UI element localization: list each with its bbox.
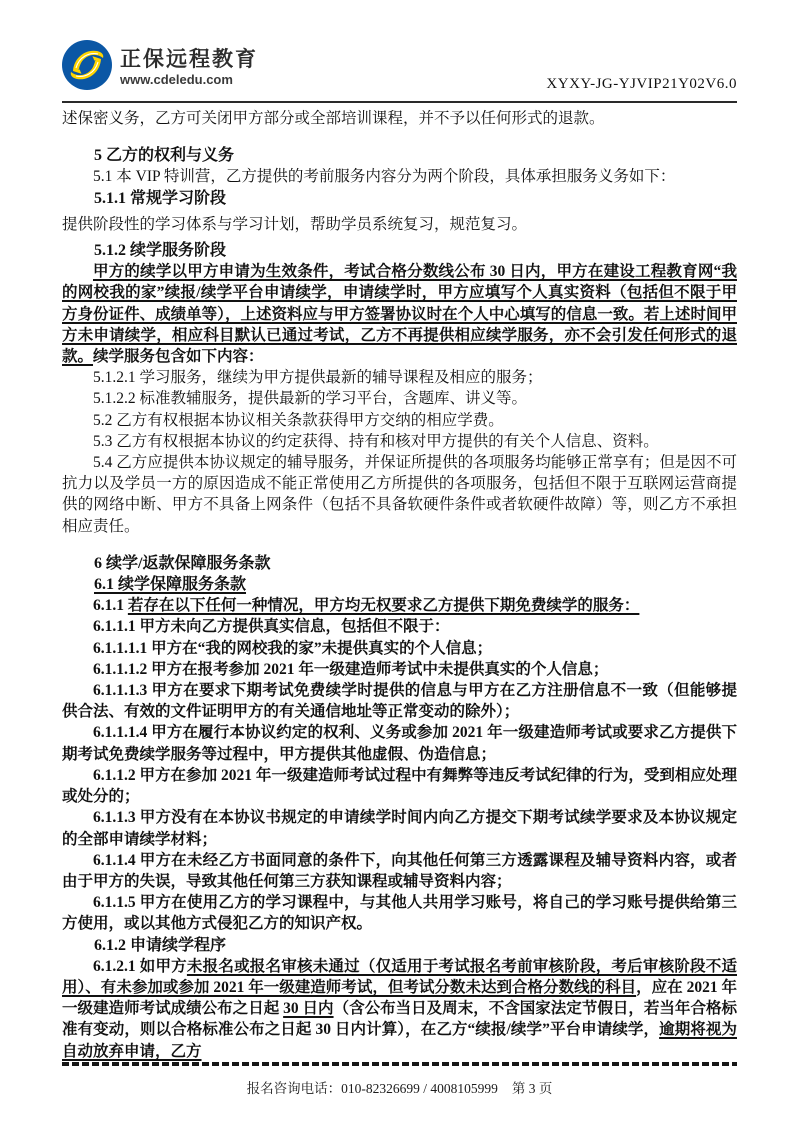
text-segment: 提供阶段性的学习体系与学习计划，帮助学员系统复习，规范复习。 [62,215,528,233]
text-segment: 逾期将视为自动放弃申请，乙方 [62,1021,737,1060]
text-segment: 6.1.1.1.3 甲方在要求下期考试免费续学时提供的信息与甲方在乙方注册信息不一致（但能够提供合法、有效的文件证明甲方的有关通信地址等正常变动的除外）； [62,682,737,721]
section-6-heading [62,553,737,574]
continued-paragraph [62,108,737,129]
text-segment: 6.1.1.1.4 甲方在履行本协议约定的权利、义务或参加 2021 年一级建造师考试或要求乙方提供下期考试免费续学服务等过程中，甲方提供其他虚假、伪造信息； [62,724,737,763]
header-divider [62,101,737,103]
brand-text [120,48,258,87]
text-segment: 5.1.1 常规学习阶段 [94,189,227,207]
clause-6-1-1-1-1 [62,638,737,659]
text-segment: 6.1.1.1.1 甲方在“我的网校我的家”未提供真实的个人信息； [93,639,493,657]
clause-6-1-1 [62,595,737,616]
text-segment: 5.4 乙方应提供本协议规定的辅导服务，并保证所提供的各项服务均能够正常享有；但是因不可抗力以及学员一方的原因造成不能正常使用乙方所提供的各项服务，包括但不限于互联网运营商提供的网络中断、甲方不具备上网条件（包括不具备软硬件条件或者软硬件故障）等，则乙方不承担相应责任。 [62,454,737,535]
text-segment: 6.1.1 [93,597,128,615]
text-segment: 述保密义务，乙方可关闭甲方部分或全部培训课程，并不予以任何形式的退款。 [62,110,605,127]
brand-block [62,40,258,95]
page-footer [62,1062,737,1097]
text-segment: 5.1.2 续学服务阶段 [94,242,227,260]
clause-5-1-2-2 [62,388,737,409]
text-segment: 6.1.1.2 甲方在参加 2021 年一级建造师考试过程中有舞弊等违反考试纪律的行为，受到相应处理或处分的； [62,766,737,806]
clause-6-1-1-1-4 [62,722,737,764]
footer-text [62,1077,737,1097]
text-segment: 5.1 本 VIP 特训营，乙方提供的考前服务内容分为两个阶段，具体承担服务义务如下： [93,168,676,186]
text-segment: 6.1.2.1 如甲方 [93,957,187,975]
page-number: 第 3 页 [511,1081,553,1096]
text-segment: ，应在 2021 年一级建造师考试成绩公布之日起 [62,978,737,1018]
heading-6-1 [62,574,737,595]
clause-6-1-1-3 [62,807,737,849]
text-segment: 6.1.1.1 甲方未向乙方提供真实信息，包括但不限于： [93,618,450,636]
clause-6-1-1-1-3 [62,680,737,722]
text-segment: 5.1.2.1 学习服务，继续为甲方提供最新的辅导课程及相应的服务； [93,369,543,387]
clause-5-3 [62,431,737,452]
clause-5-1 [62,166,737,187]
text-segment: 5.3 乙方有权根据本协议的约定获得、持有和核对甲方提供的有关个人信息、资料。 [93,432,659,450]
clause-6-1-1-2 [62,765,737,807]
brand-url: www.cdeledu.com [120,71,233,87]
clause-6-1-1-1 [62,616,737,637]
heading-6-1-2 [62,935,737,956]
text-segment: 甲方的续学以甲方申请为生效条件，考试合格分数线公布 30 日内，甲方在建设工程教育网“我的网校我的家”续报/续学平台申请续学，申请续学时，甲方应填写个人真实资料（包括但不限于甲方身份证件、成绩单等），上述资料应与甲方签署协议时在个人中心填写的信息一致。若上述时间甲方未申请续学，相应科目默认已通过考试，乙方不再提供相应续学服务，亦不会引发任何形式的退款。 [62,263,737,366]
text-segment: 6.1.2 申请续学程序 [94,936,227,954]
brand-name: 正保远程教育 [120,47,258,71]
text-segment: 6.1.1.1.2 甲方在报考参加 2021 年一级建造师考试中未提供真实的个人信息； [93,660,609,678]
text-segment: 续学服务包含如下内容： [93,348,264,366]
document-code: XYXY-JG-YJVIP21Y02V6.0 [546,76,737,92]
heading-5-1-1 [62,188,737,209]
text-segment: 6.1.1.3 甲方没有在本协议书规定的申请续学时间内向乙方提交下期考试续学要求及本协议规定的全部申请续学材料； [62,809,737,848]
section-5-heading [62,145,737,166]
para-regular-stage [62,214,737,235]
text-segment: 6.1 续学保障服务条款 [94,576,247,594]
contact-phone: 报名咨询电话：010-82326699 / 4008105999 [246,1081,498,1096]
text-segment: 6 续学/返款保障服务条款 [94,554,271,572]
clause-6-1-1-1-2 [62,659,737,680]
footer-divider [62,1062,737,1066]
clause-6-1-1-4 [62,850,737,892]
cdel-swirl-logo-icon [62,40,112,95]
text-segment: 30 日内 [283,1000,334,1018]
text-segment: 6.1.1.5 甲方在使用乙方的学习课程中，与其他人共用学习账号，将自己的学习账号提供给第三方使用，或以其他方式侵犯乙方的知识产权。 [62,894,737,933]
clause-5-1-2-body [62,261,737,367]
text-segment: 若存在以下任何一种情况，甲方均无权要求乙方提供下期免费续学的服务： [127,597,640,615]
page-header [62,40,737,95]
heading-5-1-2 [62,240,737,261]
text-segment: （含公布当日及周末，不含国家法定节假日，若当年合格标准有变动，则以合格标准公布之日起 30 日内计算），在乙方“续报/续学”平台申请续学， [62,1000,737,1039]
clause-6-1-2-1 [62,956,737,1062]
text-segment: 5.1.2.2 标准教辅服务，提供最新的学习平台，含题库、讲义等。 [93,390,528,408]
clause-6-1-1-5 [62,892,737,934]
clause-5-1-2-1 [62,367,737,388]
text-segment: 5 乙方的权利与义务 [94,147,235,165]
clause-5-4 [62,452,737,537]
document-body [62,108,737,1062]
text-segment: 未报名或报名审核未通过（仅适用于考试报名考前审核阶段，考后审核阶段不适用）、有未参加或参加 2021 年一级建造师考试，但考试分数未达到合格分数线的科目 [62,957,737,996]
text-segment: 6.1.1.4 甲方在未经乙方书面同意的条件下，向其他任何第三方透露课程及辅导资料内容，或者由于甲方的失误，导致其他任何第三方获知课程或辅导资料内容； [62,851,737,890]
text-segment: 5.2 乙方有权根据本协议相关条款获得甲方交纳的相应学费。 [93,411,504,429]
clause-5-2 [62,410,737,431]
